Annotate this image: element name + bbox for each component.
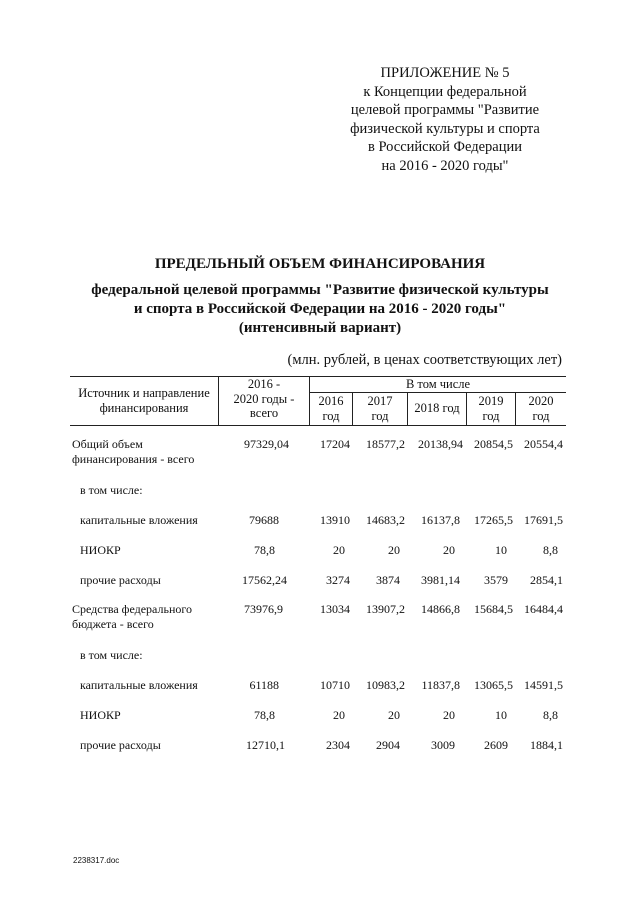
document-title: ПРЕДЕЛЬНЫЙ ОБЪЕМ ФИНАНСИРОВАНИЯ <box>154 256 486 272</box>
row-label-other-expenses: прочие расходы <box>80 738 161 752</box>
table-cell: 20 <box>388 708 400 722</box>
footer-filename: 2238317.doc <box>73 856 120 865</box>
row-label-rnd: НИОКР <box>80 543 121 557</box>
document-subtitle-line2: и спорта в Российской Федерации на 2016 - 2020 годы" <box>133 301 507 317</box>
header-year-2019: 2019 год <box>478 394 504 423</box>
document-subtitle-line1: федеральной целевой программы "Развитие физической культуры <box>91 282 549 298</box>
table-cell: 17204 <box>320 437 350 451</box>
header-source: Источник и направление финансирования <box>78 386 210 415</box>
table-cell: 8,8 <box>543 543 558 557</box>
table-cell: 20 <box>388 543 400 557</box>
row-label-capital-investment: капитальные вложения <box>80 678 198 692</box>
table-cell: 10983,2 <box>366 678 405 692</box>
appendix-note <box>330 64 560 175</box>
table-cell: 20138,94 <box>418 437 463 451</box>
table-cell: 78,8 <box>254 543 275 557</box>
header-year-2020: 2020 год <box>528 394 554 423</box>
table-cell: 2854,1 <box>530 573 563 587</box>
appendix-line: в Российской Федерации <box>367 139 523 155</box>
table-cell: 3874 <box>376 573 400 587</box>
header-year-2017: 2017 год <box>367 394 393 423</box>
header-total: 2016 - 2020 годы - всего <box>233 377 295 420</box>
table-cell: 16137,8 <box>421 513 460 527</box>
table-cell: 13907,2 <box>366 602 405 616</box>
table-header-bottom-rule <box>70 425 566 426</box>
table-cell: 1884,1 <box>530 738 563 752</box>
table-cell: 8,8 <box>543 708 558 722</box>
table-cell: 14866,8 <box>421 602 460 616</box>
header-including: В том числе <box>405 377 471 391</box>
table-cell: 20854,5 <box>474 437 513 451</box>
table-cell: 10 <box>495 708 507 722</box>
table-cell: 3009 <box>431 738 455 752</box>
table-cell: 20 <box>443 543 455 557</box>
row-label-total-financing: Общий объем финансирования - всего <box>72 437 195 466</box>
row-label-rnd: НИОКР <box>80 708 121 722</box>
table-cell: 97329,04 <box>244 437 289 451</box>
table-cell: 13065,5 <box>474 678 513 692</box>
appendix-line: к Концепции федеральной <box>363 83 527 100</box>
table-cell: 10 <box>495 543 507 557</box>
table-cell: 73976,9 <box>244 602 283 616</box>
appendix-line: ПРИЛОЖЕНИЕ № 5 <box>380 65 510 81</box>
header-year-2018: 2018 год <box>414 401 460 415</box>
row-label-other-expenses: прочие расходы <box>80 573 161 587</box>
document-variant: (интенсивный вариант) <box>238 320 402 336</box>
table-cell: 2904 <box>376 738 400 752</box>
appendix-line: на 2016 - 2020 годы" <box>381 157 509 174</box>
table-cell: 20 <box>443 708 455 722</box>
table-cell: 3579 <box>484 573 508 587</box>
table-cell: 20 <box>333 708 345 722</box>
table-cell: 14591,5 <box>524 678 563 692</box>
row-label-including: в том числе: <box>80 648 143 662</box>
table-cell: 17691,5 <box>524 513 563 527</box>
table-cell: 11837,8 <box>421 678 460 692</box>
table-cell: 78,8 <box>254 708 275 722</box>
table-cell: 10710 <box>320 678 350 692</box>
row-label-capital-investment: капитальные вложения <box>80 513 198 527</box>
appendix-line: физической культуры и спорта <box>350 120 540 137</box>
table-cell: 3981,14 <box>421 573 460 587</box>
table-cell: 3274 <box>326 573 350 587</box>
appendix-line: целевой программы "Развитие <box>350 102 540 118</box>
table-cell: 2609 <box>484 738 508 752</box>
table-cell: 12710,1 <box>246 738 285 752</box>
table-cell: 17562,24 <box>242 573 287 587</box>
units-note: (млн. рублей, в ценах соответствующих лет) <box>287 352 562 368</box>
table-cell: 2304 <box>326 738 350 752</box>
table-cell: 20554,4 <box>524 437 563 451</box>
table-cell: 14683,2 <box>366 513 405 527</box>
table-cell: 18577,2 <box>366 437 405 451</box>
including-rule <box>309 392 566 393</box>
table-cell: 79688 <box>249 513 279 527</box>
table-cell: 16484,4 <box>524 602 563 616</box>
table-cell: 13910 <box>320 513 350 527</box>
row-label-federal-budget: Средства федерального бюджета - всего <box>72 602 192 631</box>
row-label-including: в том числе: <box>80 483 143 497</box>
table-cell: 20 <box>333 543 345 557</box>
table-cell: 61188 <box>249 678 279 692</box>
header-year-2016: 2016 год <box>318 394 344 423</box>
table-cell: 17265,5 <box>474 513 513 527</box>
table-cell: 15684,5 <box>474 602 513 616</box>
table-cell: 13034 <box>320 602 350 616</box>
